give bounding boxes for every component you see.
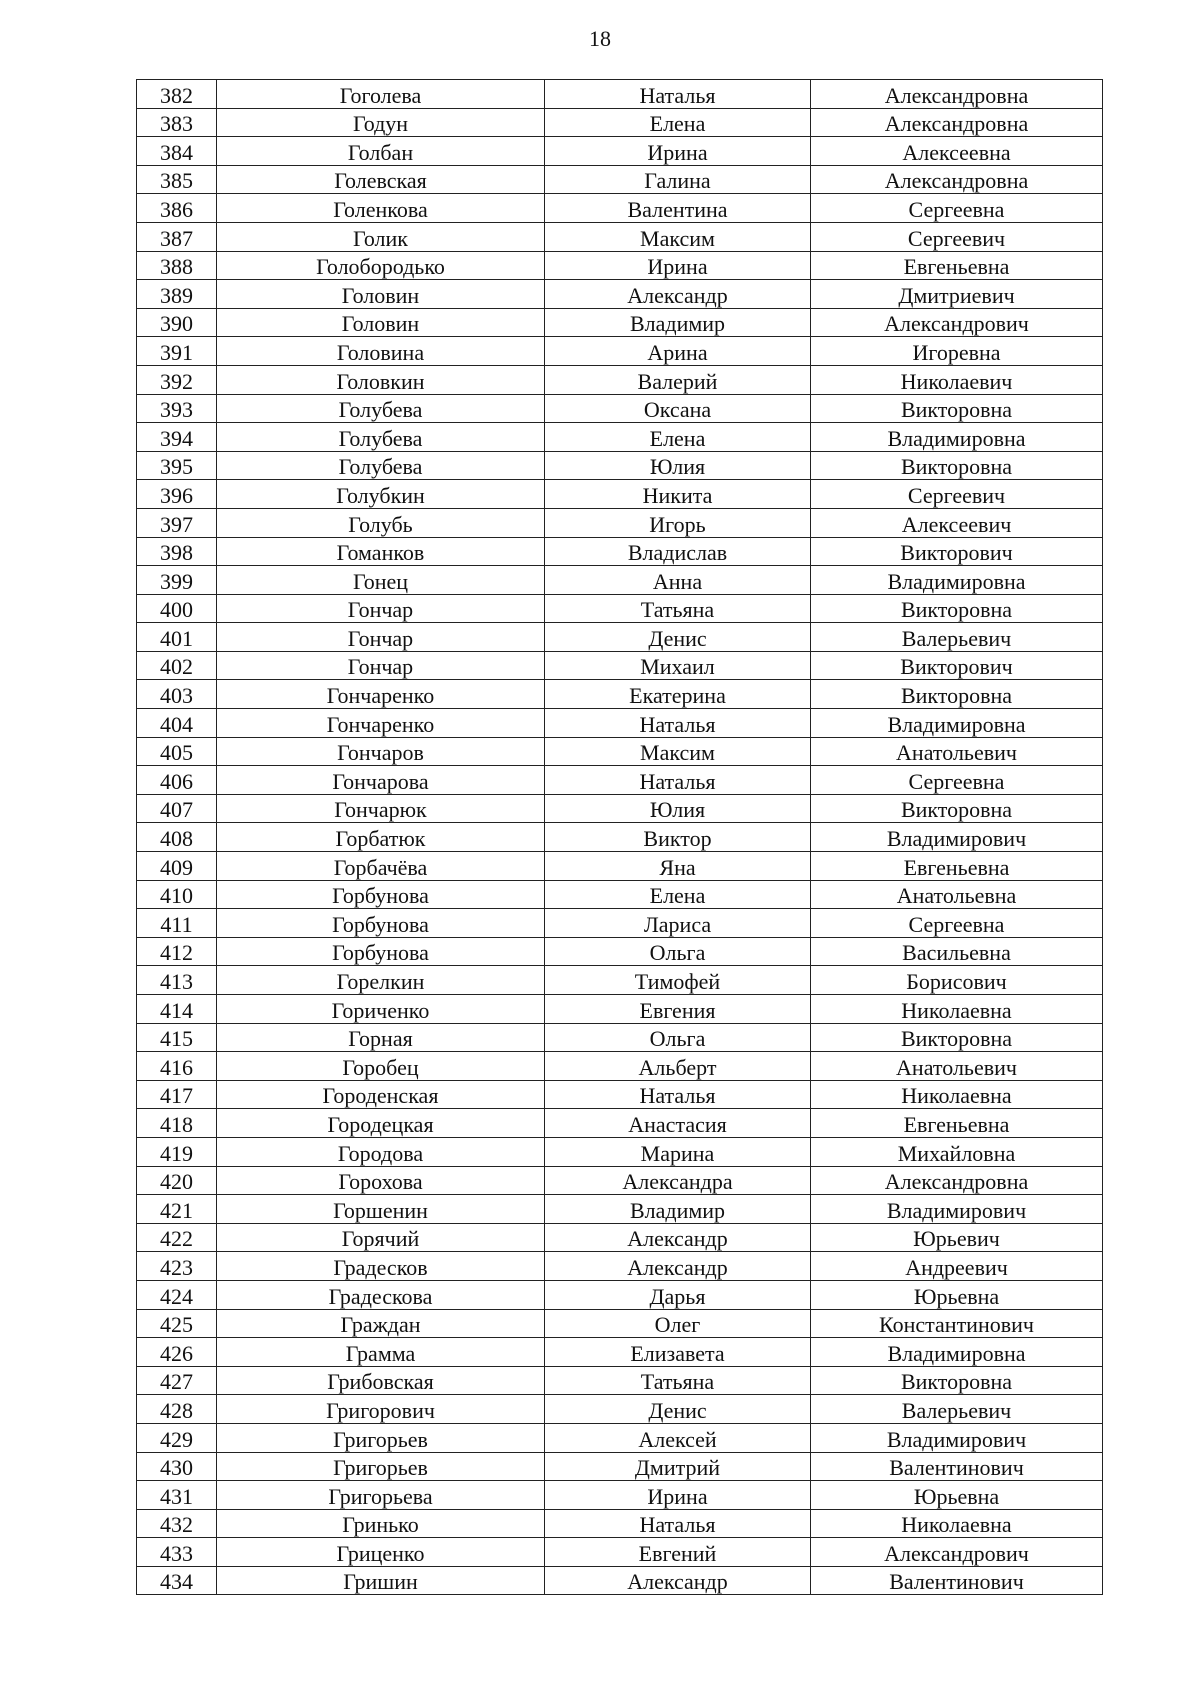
surname-cell: Голубь <box>217 508 545 537</box>
first-name-cell: Наталья <box>545 709 811 738</box>
first-name-cell: Ирина <box>545 1481 811 1510</box>
first-name-cell: Оксана <box>545 394 811 423</box>
table-row <box>137 1252 1103 1281</box>
patronymic-cell: Владимировна <box>811 566 1103 595</box>
surname-cell: Горбачёва <box>217 852 545 881</box>
roster-table-body <box>137 80 1103 1595</box>
table-row <box>137 1280 1103 1309</box>
first-name-cell: Максим <box>545 737 811 766</box>
patronymic-cell: Валентинович <box>811 1566 1103 1595</box>
table-row <box>137 108 1103 137</box>
surname-cell: Горбунова <box>217 880 545 909</box>
first-name-cell: Александр <box>545 280 811 309</box>
first-name-cell: Юлия <box>545 794 811 823</box>
table-row <box>137 1080 1103 1109</box>
surname-cell: Гончаренко <box>217 709 545 738</box>
first-name-cell: Яна <box>545 852 811 881</box>
surname-cell: Головкин <box>217 365 545 394</box>
surname-cell: Головин <box>217 280 545 309</box>
patronymic-cell: Владимирович <box>811 1423 1103 1452</box>
patronymic-cell: Васильевна <box>811 937 1103 966</box>
patronymic-cell: Викторович <box>811 537 1103 566</box>
surname-cell: Грамма <box>217 1338 545 1367</box>
row-number-cell: 434 <box>137 1566 217 1595</box>
first-name-cell: Валентина <box>545 194 811 223</box>
first-name-cell: Владимир <box>545 1195 811 1224</box>
surname-cell: Гончар <box>217 651 545 680</box>
patronymic-cell: Александровна <box>811 108 1103 137</box>
patronymic-cell: Николаевна <box>811 995 1103 1024</box>
table-row <box>137 1566 1103 1595</box>
surname-cell: Гончар <box>217 594 545 623</box>
first-name-cell: Елизавета <box>545 1338 811 1367</box>
surname-cell: Горбатюк <box>217 823 545 852</box>
surname-cell: Градескова <box>217 1280 545 1309</box>
patronymic-cell: Сергеевна <box>811 194 1103 223</box>
surname-cell: Городова <box>217 1137 545 1166</box>
first-name-cell: Дарья <box>545 1280 811 1309</box>
row-number-cell: 395 <box>137 451 217 480</box>
surname-cell: Гринько <box>217 1509 545 1538</box>
table-row <box>137 423 1103 452</box>
surname-cell: Голубева <box>217 451 545 480</box>
row-number-cell: 426 <box>137 1338 217 1367</box>
row-number-cell: 389 <box>137 280 217 309</box>
row-number-cell: 408 <box>137 823 217 852</box>
first-name-cell: Никита <box>545 480 811 509</box>
patronymic-cell: Александровна <box>811 1166 1103 1195</box>
surname-cell: Голубева <box>217 394 545 423</box>
row-number-cell: 386 <box>137 194 217 223</box>
row-number-cell: 398 <box>137 537 217 566</box>
patronymic-cell: Викторовна <box>811 1366 1103 1395</box>
row-number-cell: 397 <box>137 508 217 537</box>
table-row <box>137 623 1103 652</box>
row-number-cell: 390 <box>137 308 217 337</box>
first-name-cell: Евгений <box>545 1538 811 1567</box>
patronymic-cell: Сергеевна <box>811 766 1103 795</box>
surname-cell: Голобородько <box>217 251 545 280</box>
surname-cell: Годун <box>217 108 545 137</box>
table-row <box>137 365 1103 394</box>
patronymic-cell: Дмитриевич <box>811 280 1103 309</box>
row-number-cell: 416 <box>137 1052 217 1081</box>
row-number-cell: 405 <box>137 737 217 766</box>
first-name-cell: Максим <box>545 222 811 251</box>
patronymic-cell: Викторович <box>811 651 1103 680</box>
patronymic-cell: Анатольевна <box>811 880 1103 909</box>
patronymic-cell: Валерьевич <box>811 623 1103 652</box>
surname-cell: Горбунова <box>217 909 545 938</box>
row-number-cell: 411 <box>137 909 217 938</box>
row-number-cell: 393 <box>137 394 217 423</box>
row-number-cell: 387 <box>137 222 217 251</box>
first-name-cell: Виктор <box>545 823 811 852</box>
row-number-cell: 385 <box>137 165 217 194</box>
table-row <box>137 823 1103 852</box>
table-row <box>137 709 1103 738</box>
row-number-cell: 430 <box>137 1452 217 1481</box>
patronymic-cell: Викторовна <box>811 794 1103 823</box>
row-number-cell: 433 <box>137 1538 217 1567</box>
table-row <box>137 80 1103 109</box>
surname-cell: Гончарюк <box>217 794 545 823</box>
patronymic-cell: Евгеньевна <box>811 852 1103 881</box>
first-name-cell: Александр <box>545 1223 811 1252</box>
patronymic-cell: Владимировна <box>811 423 1103 452</box>
first-name-cell: Владимир <box>545 308 811 337</box>
surname-cell: Голевская <box>217 165 545 194</box>
table-row <box>137 880 1103 909</box>
patronymic-cell: Борисович <box>811 966 1103 995</box>
patronymic-cell: Юрьевич <box>811 1223 1103 1252</box>
surname-cell: Головина <box>217 337 545 366</box>
patronymic-cell: Сергеевна <box>811 909 1103 938</box>
surname-cell: Гончаров <box>217 737 545 766</box>
row-number-cell: 425 <box>137 1309 217 1338</box>
surname-cell: Голбан <box>217 137 545 166</box>
surname-cell: Гончарова <box>217 766 545 795</box>
table-row <box>137 1338 1103 1367</box>
surname-cell: Грибовская <box>217 1366 545 1395</box>
patronymic-cell: Юрьевна <box>811 1481 1103 1510</box>
row-number-cell: 402 <box>137 651 217 680</box>
surname-cell: Гриценко <box>217 1538 545 1567</box>
first-name-cell: Татьяна <box>545 594 811 623</box>
surname-cell: Головин <box>217 308 545 337</box>
table-row <box>137 909 1103 938</box>
table-row <box>137 1309 1103 1338</box>
first-name-cell: Евгения <box>545 995 811 1024</box>
patronymic-cell: Николаевна <box>811 1080 1103 1109</box>
surname-cell: Градесков <box>217 1252 545 1281</box>
surname-cell: Горохова <box>217 1166 545 1195</box>
roster-table <box>136 79 1103 1595</box>
first-name-cell: Дмитрий <box>545 1452 811 1481</box>
first-name-cell: Михаил <box>545 651 811 680</box>
patronymic-cell: Александровна <box>811 165 1103 194</box>
first-name-cell: Альберт <box>545 1052 811 1081</box>
table-row <box>137 1509 1103 1538</box>
first-name-cell: Галина <box>545 165 811 194</box>
first-name-cell: Александр <box>545 1252 811 1281</box>
row-number-cell: 404 <box>137 709 217 738</box>
surname-cell: Горбунова <box>217 937 545 966</box>
row-number-cell: 400 <box>137 594 217 623</box>
surname-cell: Городецкая <box>217 1109 545 1138</box>
first-name-cell: Марина <box>545 1137 811 1166</box>
patronymic-cell: Алексеевна <box>811 137 1103 166</box>
row-number-cell: 421 <box>137 1195 217 1224</box>
table-row <box>137 1223 1103 1252</box>
patronymic-cell: Владимирович <box>811 823 1103 852</box>
table-row <box>137 737 1103 766</box>
table-row <box>137 1395 1103 1424</box>
patronymic-cell: Валерьевич <box>811 1395 1103 1424</box>
surname-cell: Григорьева <box>217 1481 545 1510</box>
table-row <box>137 222 1103 251</box>
table-row <box>137 852 1103 881</box>
row-number-cell: 406 <box>137 766 217 795</box>
table-row <box>137 1109 1103 1138</box>
first-name-cell: Александра <box>545 1166 811 1195</box>
first-name-cell: Игорь <box>545 508 811 537</box>
page-number: 18 <box>589 26 611 51</box>
patronymic-cell: Владимировна <box>811 709 1103 738</box>
patronymic-cell: Анатольевич <box>811 1052 1103 1081</box>
patronymic-cell: Сергеевич <box>811 222 1103 251</box>
row-number-cell: 384 <box>137 137 217 166</box>
table-row <box>137 966 1103 995</box>
first-name-cell: Ольга <box>545 1023 811 1052</box>
row-number-cell: 414 <box>137 995 217 1024</box>
table-row <box>137 1538 1103 1567</box>
table-row <box>137 194 1103 223</box>
table-row <box>137 594 1103 623</box>
first-name-cell: Елена <box>545 108 811 137</box>
row-number-cell: 412 <box>137 937 217 966</box>
first-name-cell: Наталья <box>545 1080 811 1109</box>
patronymic-cell: Игоревна <box>811 337 1103 366</box>
first-name-cell: Наталья <box>545 766 811 795</box>
first-name-cell: Денис <box>545 1395 811 1424</box>
row-number-cell: 382 <box>137 80 217 109</box>
first-name-cell: Лариса <box>545 909 811 938</box>
table-row <box>137 1137 1103 1166</box>
patronymic-cell: Николаевич <box>811 365 1103 394</box>
patronymic-cell: Сергеевич <box>811 480 1103 509</box>
patronymic-cell: Александрович <box>811 308 1103 337</box>
first-name-cell: Арина <box>545 337 811 366</box>
patronymic-cell: Евгеньевна <box>811 251 1103 280</box>
first-name-cell: Ольга <box>545 937 811 966</box>
patronymic-cell: Николаевна <box>811 1509 1103 1538</box>
patronymic-cell: Константинович <box>811 1309 1103 1338</box>
surname-cell: Гришин <box>217 1566 545 1595</box>
patronymic-cell: Викторовна <box>811 394 1103 423</box>
table-row <box>137 1452 1103 1481</box>
row-number-cell: 396 <box>137 480 217 509</box>
row-number-cell: 401 <box>137 623 217 652</box>
table-row <box>137 1423 1103 1452</box>
first-name-cell: Екатерина <box>545 680 811 709</box>
first-name-cell: Юлия <box>545 451 811 480</box>
patronymic-cell: Михайловна <box>811 1137 1103 1166</box>
first-name-cell: Ирина <box>545 137 811 166</box>
table-row <box>137 451 1103 480</box>
first-name-cell: Наталья <box>545 1509 811 1538</box>
first-name-cell: Анна <box>545 566 811 595</box>
table-row <box>137 995 1103 1024</box>
patronymic-cell: Викторовна <box>811 680 1103 709</box>
row-number-cell: 424 <box>137 1280 217 1309</box>
row-number-cell: 417 <box>137 1080 217 1109</box>
table-row <box>137 308 1103 337</box>
row-number-cell: 432 <box>137 1509 217 1538</box>
surname-cell: Гонец <box>217 566 545 595</box>
patronymic-cell: Александрович <box>811 1538 1103 1567</box>
surname-cell: Граждан <box>217 1309 545 1338</box>
row-number-cell: 403 <box>137 680 217 709</box>
first-name-cell: Денис <box>545 623 811 652</box>
surname-cell: Гориченко <box>217 995 545 1024</box>
patronymic-cell: Викторовна <box>811 451 1103 480</box>
row-number-cell: 431 <box>137 1481 217 1510</box>
surname-cell: Горелкин <box>217 966 545 995</box>
surname-cell: Григорьев <box>217 1452 545 1481</box>
first-name-cell: Анастасия <box>545 1109 811 1138</box>
patronymic-cell: Владимирович <box>811 1195 1103 1224</box>
surname-cell: Гончаренко <box>217 680 545 709</box>
first-name-cell: Владислав <box>545 537 811 566</box>
table-row <box>137 1481 1103 1510</box>
surname-cell: Горячий <box>217 1223 545 1252</box>
surname-cell: Григорьев <box>217 1423 545 1452</box>
table-row <box>137 537 1103 566</box>
first-name-cell: Наталья <box>545 80 811 109</box>
row-number-cell: 383 <box>137 108 217 137</box>
table-row <box>137 651 1103 680</box>
row-number-cell: 429 <box>137 1423 217 1452</box>
row-number-cell: 420 <box>137 1166 217 1195</box>
surname-cell: Городенская <box>217 1080 545 1109</box>
row-number-cell: 428 <box>137 1395 217 1424</box>
surname-cell: Григорович <box>217 1395 545 1424</box>
table-row <box>137 280 1103 309</box>
table-row <box>137 480 1103 509</box>
first-name-cell: Елена <box>545 423 811 452</box>
table-row <box>137 165 1103 194</box>
table-row <box>137 337 1103 366</box>
table-row <box>137 1195 1103 1224</box>
table-row <box>137 1366 1103 1395</box>
table-row <box>137 1166 1103 1195</box>
table-row <box>137 251 1103 280</box>
row-number-cell: 394 <box>137 423 217 452</box>
row-number-cell: 409 <box>137 852 217 881</box>
first-name-cell: Алексей <box>545 1423 811 1452</box>
patronymic-cell: Юрьевна <box>811 1280 1103 1309</box>
patronymic-cell: Валентинович <box>811 1452 1103 1481</box>
surname-cell: Голенкова <box>217 194 545 223</box>
row-number-cell: 399 <box>137 566 217 595</box>
row-number-cell: 391 <box>137 337 217 366</box>
patronymic-cell: Анатольевич <box>811 737 1103 766</box>
table-row <box>137 794 1103 823</box>
first-name-cell: Ирина <box>545 251 811 280</box>
patronymic-cell: Андреевич <box>811 1252 1103 1281</box>
surname-cell: Гоголева <box>217 80 545 109</box>
patronymic-cell: Александровна <box>811 80 1103 109</box>
table-row <box>137 680 1103 709</box>
row-number-cell: 388 <box>137 251 217 280</box>
first-name-cell: Валерий <box>545 365 811 394</box>
surname-cell: Гончар <box>217 623 545 652</box>
first-name-cell: Олег <box>545 1309 811 1338</box>
surname-cell: Голубева <box>217 423 545 452</box>
row-number-cell: 418 <box>137 1109 217 1138</box>
patronymic-cell: Викторовна <box>811 594 1103 623</box>
row-number-cell: 427 <box>137 1366 217 1395</box>
row-number-cell: 410 <box>137 880 217 909</box>
patronymic-cell: Викторовна <box>811 1023 1103 1052</box>
row-number-cell: 419 <box>137 1137 217 1166</box>
table-row <box>137 508 1103 537</box>
table-row <box>137 1052 1103 1081</box>
first-name-cell: Елена <box>545 880 811 909</box>
row-number-cell: 407 <box>137 794 217 823</box>
surname-cell: Горобец <box>217 1052 545 1081</box>
first-name-cell: Тимофей <box>545 966 811 995</box>
table-row <box>137 566 1103 595</box>
table-row <box>137 394 1103 423</box>
surname-cell: Голик <box>217 222 545 251</box>
table-row <box>137 1023 1103 1052</box>
first-name-cell: Татьяна <box>545 1366 811 1395</box>
first-name-cell: Александр <box>545 1566 811 1595</box>
row-number-cell: 415 <box>137 1023 217 1052</box>
patronymic-cell: Евгеньевна <box>811 1109 1103 1138</box>
row-number-cell: 392 <box>137 365 217 394</box>
surname-cell: Горшенин <box>217 1195 545 1224</box>
surname-cell: Голубкин <box>217 480 545 509</box>
row-number-cell: 422 <box>137 1223 217 1252</box>
table-row <box>137 937 1103 966</box>
row-number-cell: 423 <box>137 1252 217 1281</box>
patronymic-cell: Владимировна <box>811 1338 1103 1367</box>
table-row <box>137 137 1103 166</box>
surname-cell: Горная <box>217 1023 545 1052</box>
row-number-cell: 413 <box>137 966 217 995</box>
patronymic-cell: Алексеевич <box>811 508 1103 537</box>
table-row <box>137 766 1103 795</box>
surname-cell: Гоманков <box>217 537 545 566</box>
